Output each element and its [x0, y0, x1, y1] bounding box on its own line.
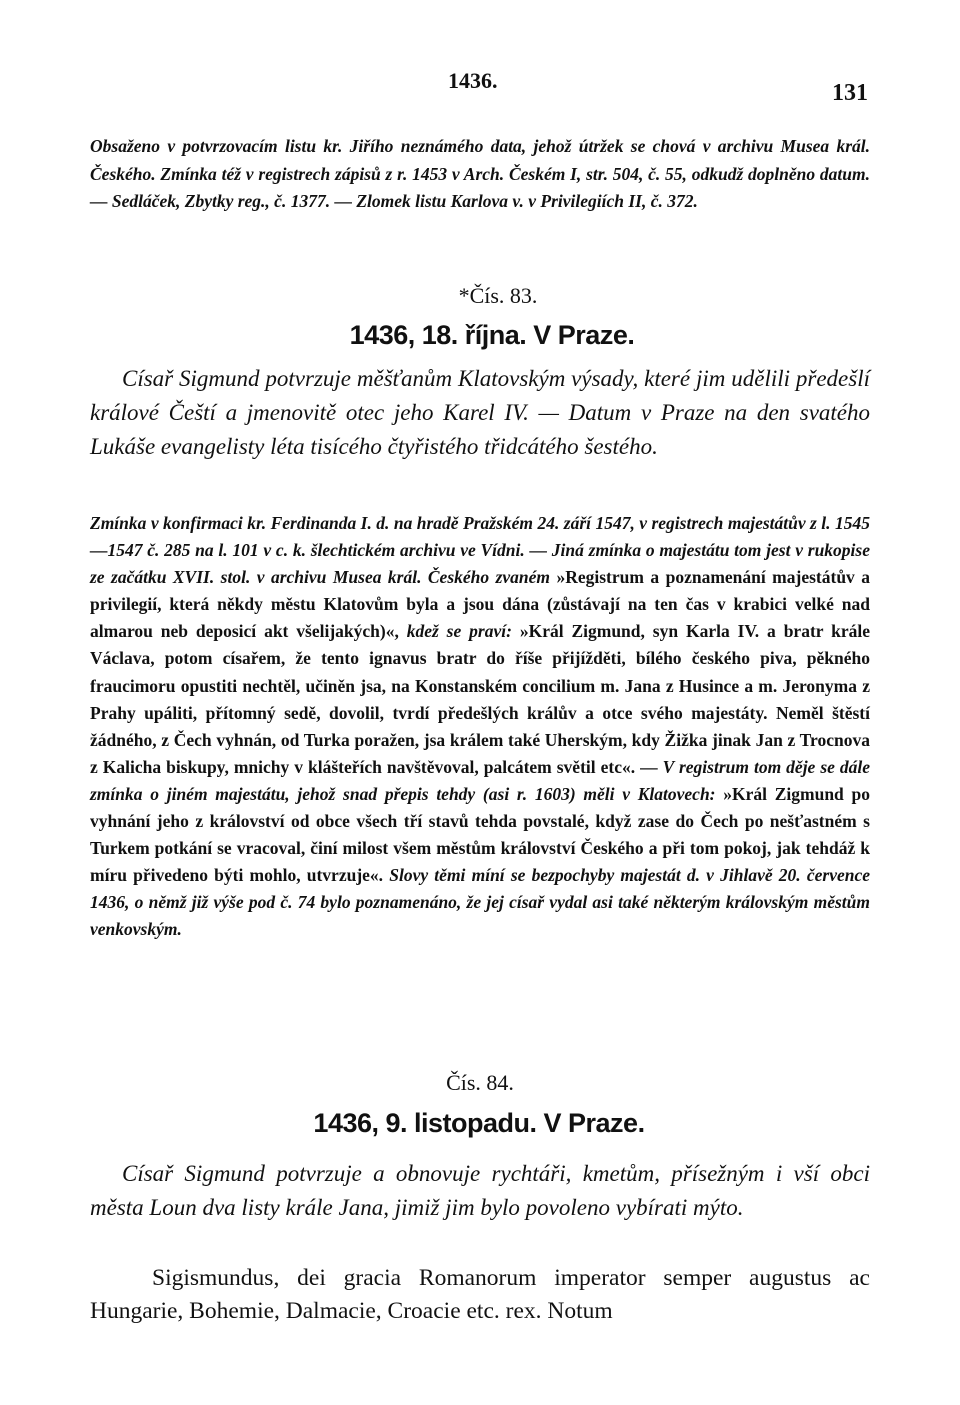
commentary-p1-italic: Zmínka v konfirmaci kr. Ferdinanda I. d. na hradě Pražském 24. září 1547, v registrech majestátův z l. 1545—1547 č. 285 na l. 101 v c. k. šlechtickém archivu ve Vídni. — Jiná zmínka o majestátu tom jest v rukopise ze začátku XVII. stol. v archivu Musea král. Českého zvaném [90, 513, 870, 588]
latin-text-body: Sigismundus, dei gracia Romanorum imperator semper augustus ac Hungarie, Bohemie, Dalmacie, Croacie etc. rex. Notum [90, 1265, 870, 1324]
commentary-p2-italic: kdež se praví: [406, 621, 512, 642]
latin-text [90, 1262, 870, 1328]
document-number-84: Čís. 84. [446, 1070, 514, 1095]
commentary-p1-roman: »Registrum a poznamenání majestátův a privilegií, která někdy městu Klatovům byla a jsou dána (zůstávají na ten čas v krabici velké nad almarou neb deposicí akt všelijakých)«, [90, 567, 870, 642]
regest-84-text: Císař Sigmund potvrzuje a obnovuje rychtáři, kmetům, přísežným i vší obci města Loun dva listy krále Jana, jimiž jim bylo povoleno vybírati mýto. [90, 1161, 870, 1220]
running-header-year: 1436. [448, 68, 498, 93]
document-number-83: *Čís. 83. [458, 283, 538, 308]
commentary-p4-italic: Slovy těmi míní se bezpochyby majestát d. v Jihlavě 20. července 1436, o němž již výše pod č. 74 bylo poznamenáno, že jej císař vydal asi také některým královským městům venkovským. [90, 865, 870, 940]
regest-83-text: Císař Sigmund potvrzuje měšťanům Klatovským výsady, které jim udělili předešlí králové Čeští a jmenovitě otec jeho Karel IV. — Datum v Praze na den svatého Lukáše evangelisty léta tisícého čtyřistého třidcátého šestého. [90, 366, 870, 459]
document-date-83: 1436, 18. října. V Praze. [349, 320, 635, 350]
document-date-84: 1436, 9. listopadu. V Praze. [313, 1108, 645, 1138]
regest-83 [90, 362, 870, 464]
commentary-p3-roman: »Král Zigmund po vyhnání jeho z království od obce všech tří stavů tehda povstalé, když zase do Čech po nešťastném s Turkem potkání se vracoval, činí milost všem městům království Českého a při tom pokoj, jak tehdáž k míru přivedeno býti mohlo, utvrzuje«. [90, 783, 870, 886]
commentary-p3-italic: V registrum tom děje se dále zmínka o jiném majestátu, jehož snad přepis tehdy (asi r. 1603) měli v Klatovech: [90, 756, 871, 804]
source-note: Obsaženo v potvrzovacím listu kr. Jiřího neznámého data, jehož útržek se chová v archivu Musea král. Českého. Zmínka též v registrech zápisů z r. 1453 v Arch. Českém I, str. 504, č. 55, odkudž doplněno datum. — Sedláček, Zbytky reg., č. 1377. — Zlomek listu Karlova v. v Privilegiích II, č. 372. [90, 136, 870, 211]
commentary-p2-roman: »Král Zigmund, syn Karla IV. a bratr krále Václava, potom císařem, že tento ignavus bratr do říše přijížděti, bílého českého piva, pěkného fraucimoru opustiti nechtěl, učiněn jsa, na Konstanském concilium m. Jana z Husince a m. Jeronyma z Prahy upáliti, přítomný sedě, dovolil, tvrdí předešlých králův a otce svého majestáty. Neměl štěstí žádného, z Čech vyhnán, od Turka poražen, jsa králem také Uherským, kdy Žižka jinak Jan z Trocnova z Kalicha biskupy, mnichy v klášteřích navštěvoval, palcátem světil etc«. — [90, 621, 870, 777]
regest-84 [90, 1157, 870, 1225]
page-number: 131 [832, 80, 868, 106]
commentary-83 [90, 510, 870, 944]
